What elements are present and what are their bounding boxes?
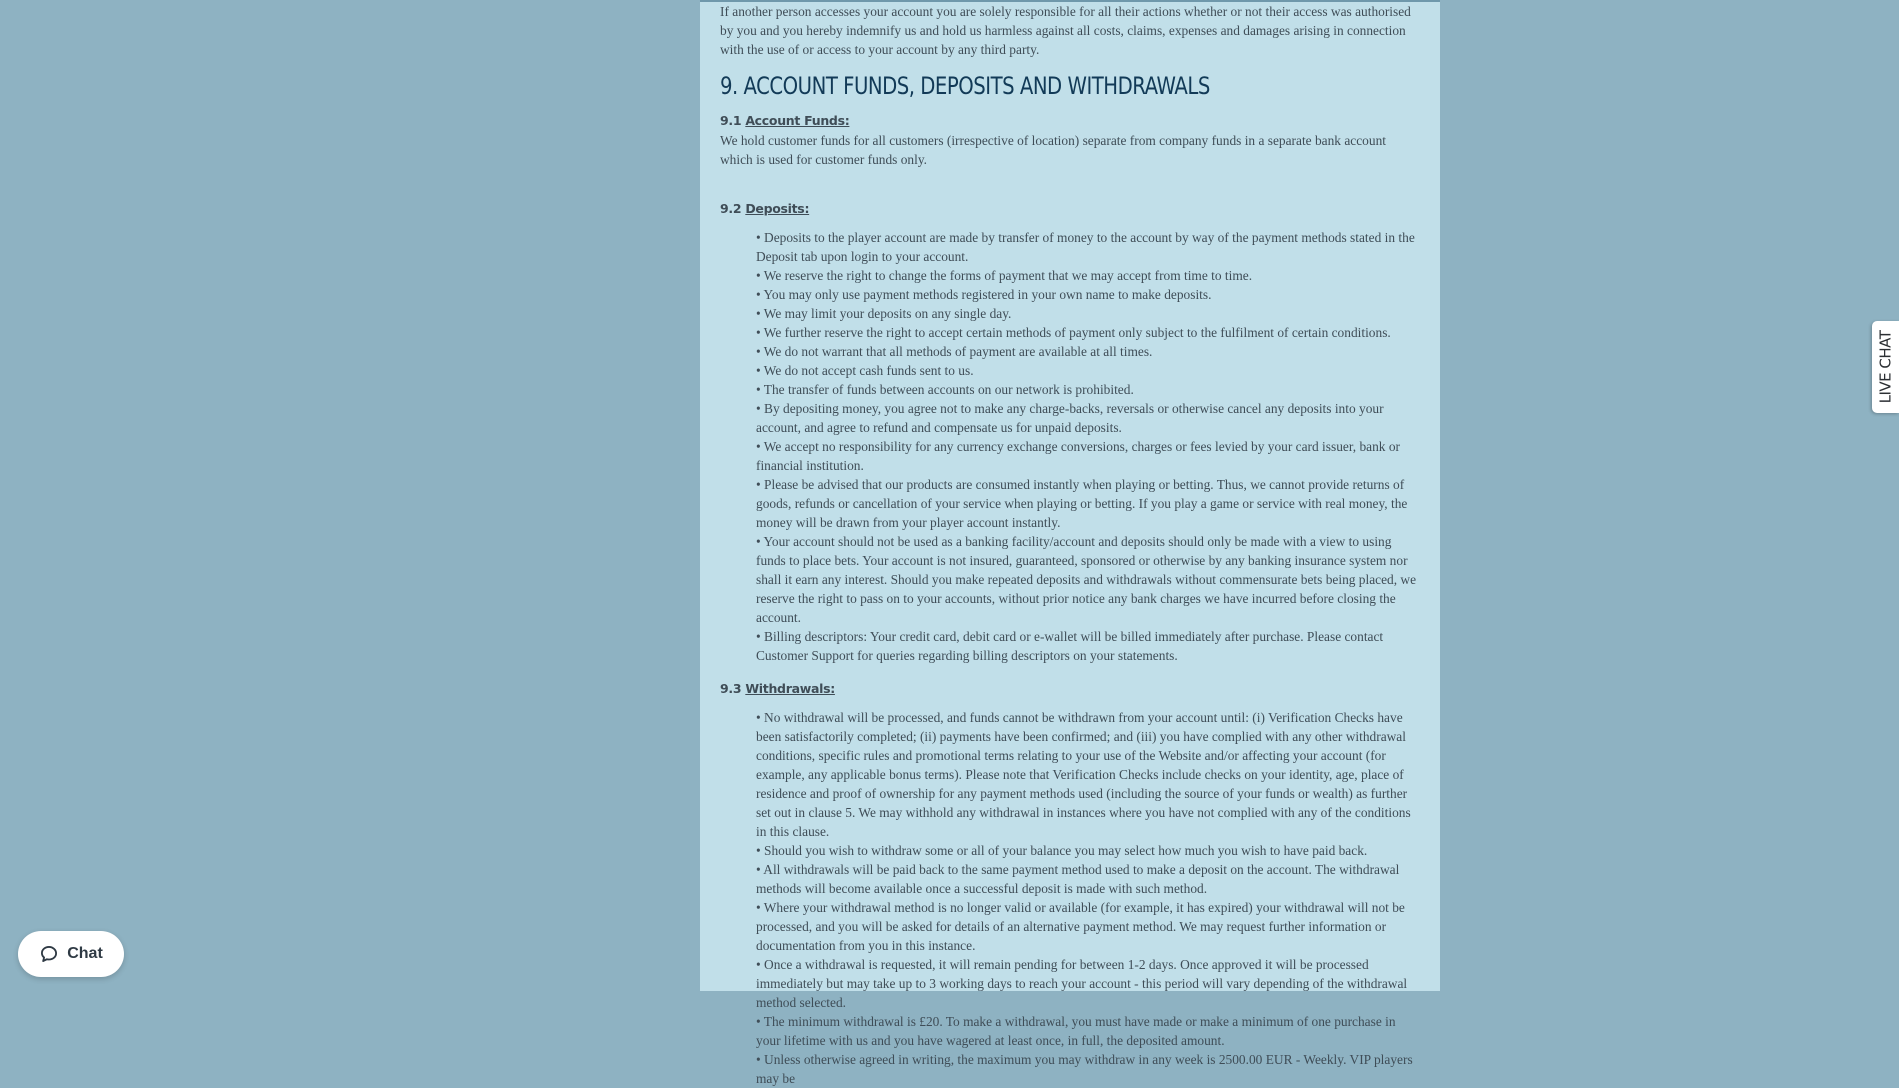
list-item: • No withdrawal will be processed, and funds cannot be withdrawn from your account until: (i) Verification Checks have been satisfactorily completed; (ii) payments have been confirmed; and (iii) you have complied with any other withdrawal conditions, specific rules and promotional terms relating to your use of the Website and/or affecting your account (for example, any applicable bonus terms). Please note that Verification Checks include checks on your identity, age, place of residence and proof of ownership for any payment methods used (including the source of your funds or wealth) as further set out in clause 5. We may withhold any withdrawal in instances where you have not complied with any of the conditions in this clause.	[756, 710, 1411, 839]
terms-page	[700, 0, 1440, 1086]
withdrawals-heading	[720, 679, 1420, 698]
list-item: • We may limit your deposits on any single day.	[756, 306, 1012, 321]
chat-button[interactable]	[18, 931, 124, 977]
withdrawals-title: Withdrawals:	[745, 681, 835, 696]
list-item: • Your account should not be used as a banking facility/account and deposits should only be made with a view to using funds to place bets. Your account is not insured, guaranteed, sponsored or otherwise by any banking insurance system nor shall it earn any interest. Should you make repeated deposits and withdrawals without commensurate bets being placed, we reserve the right to pass on to your accounts, without prior notice any bank charges we have incurred before closing the account.	[756, 534, 1417, 625]
list-item: • We accept no responsibility for any currency exchange conversions, charges or fees levied by your card issuer, bank or financial institution.	[756, 439, 1400, 473]
account-funds-text: We hold customer funds for all customers (irrespective of location) separate from company funds in a separate bank account which is used for customer funds only.	[720, 133, 1386, 167]
list-item: • Please be advised that our products are consumed instantly when playing or betting. Thus, we cannot provide returns of goods, refunds or cancellation of your service when playing or betting. If you play a game or service with real money, the money will be drawn from your player account instantly.	[756, 477, 1408, 530]
list-item: • By depositing money, you agree not to make any charge-backs, reversals or otherwise cancel any deposits into your account, and agree to refund and compensate us for unpaid deposits.	[756, 401, 1384, 435]
list-item: • The transfer of funds between accounts on our network is prohibited.	[756, 382, 1134, 397]
list-item: • We further reserve the right to accept certain methods of payment only subject to the fulfilment of certain conditions.	[756, 325, 1391, 340]
list-item: • We do not accept cash funds sent to us.	[756, 363, 974, 378]
list-item: • Once a withdrawal is requested, it will remain pending for between 1-2 days. Once approved it will be processed immediately but may take up to 3 working days to reach your account - this period will vary depending of the withdrawal method selected.	[756, 957, 1408, 1010]
list-item: • Billing descriptors: Your credit card, debit card or e-wallet will be billed immediately after purchase. Please contact Customer Support for queries regarding billing descriptors on your statements.	[756, 629, 1384, 663]
list-item: • All withdrawals will be paid back to the same payment method used to make a deposit on the account. The withdrawal methods will become available once a successful deposit is made with such method.	[756, 862, 1400, 896]
withdrawals-list	[720, 708, 1420, 1088]
account-funds-title: Account Funds:	[745, 113, 850, 128]
list-item: • We do not warrant that all methods of payment are available at all times.	[756, 344, 1153, 359]
account-funds-heading	[720, 111, 1420, 130]
list-item: • The minimum withdrawal is £20. To make a withdrawal, you must have made or make a minimum of one purchase in your lifetime with us and you have wagered at least once, in full, the deposited amount.	[756, 1014, 1396, 1048]
terms-content	[720, 2, 1420, 1088]
account-funds-number: 9.1	[720, 113, 742, 128]
withdrawals-number: 9.3	[720, 681, 742, 696]
intro-paragraph: If another person accesses your account you are solely responsible for all their actions whether or not their access was authorised by you and you hereby indemnify us and hold us harmless against all costs, claims, expenses and damages arising in connection with the use of or access to your account by any third party.	[720, 4, 1411, 57]
section-heading: 9. ACCOUNT FUNDS, DEPOSITS AND WITHDRAWALS	[720, 72, 1210, 100]
deposits-number: 9.2	[720, 201, 742, 216]
list-item: • Unless otherwise agreed in writing, the maximum you may withdraw in any week is 2500.00 EUR - Weekly. VIP players may be	[756, 1052, 1413, 1086]
list-item: • We reserve the right to change the forms of payment that we may accept from time to time.	[756, 268, 1253, 283]
list-item: • Should you wish to withdraw some or all of your balance you may select how much you wish to have paid back.	[756, 843, 1368, 858]
list-item: • You may only use payment methods registered in your own name to make deposits.	[756, 287, 1212, 302]
live-chat-label: LIVE CHAT	[1876, 330, 1895, 404]
deposits-title: Deposits:	[745, 201, 810, 216]
deposits-heading	[720, 199, 1420, 218]
list-item: • Where your withdrawal method is no longer valid or available (for example, it has expired) your withdrawal will not be processed, and you will be asked for details of an alternative payment method. We may request further information or documentation from you in this instance.	[756, 900, 1405, 953]
speech-bubble-icon	[39, 944, 59, 964]
deposits-list	[720, 228, 1420, 665]
list-item: • Deposits to the player account are made by transfer of money to the account by way of the payment methods stated in the Deposit tab upon login to your account.	[756, 230, 1415, 264]
chat-button-label: Chat	[67, 945, 103, 962]
live-chat-tab[interactable]	[1872, 321, 1899, 413]
